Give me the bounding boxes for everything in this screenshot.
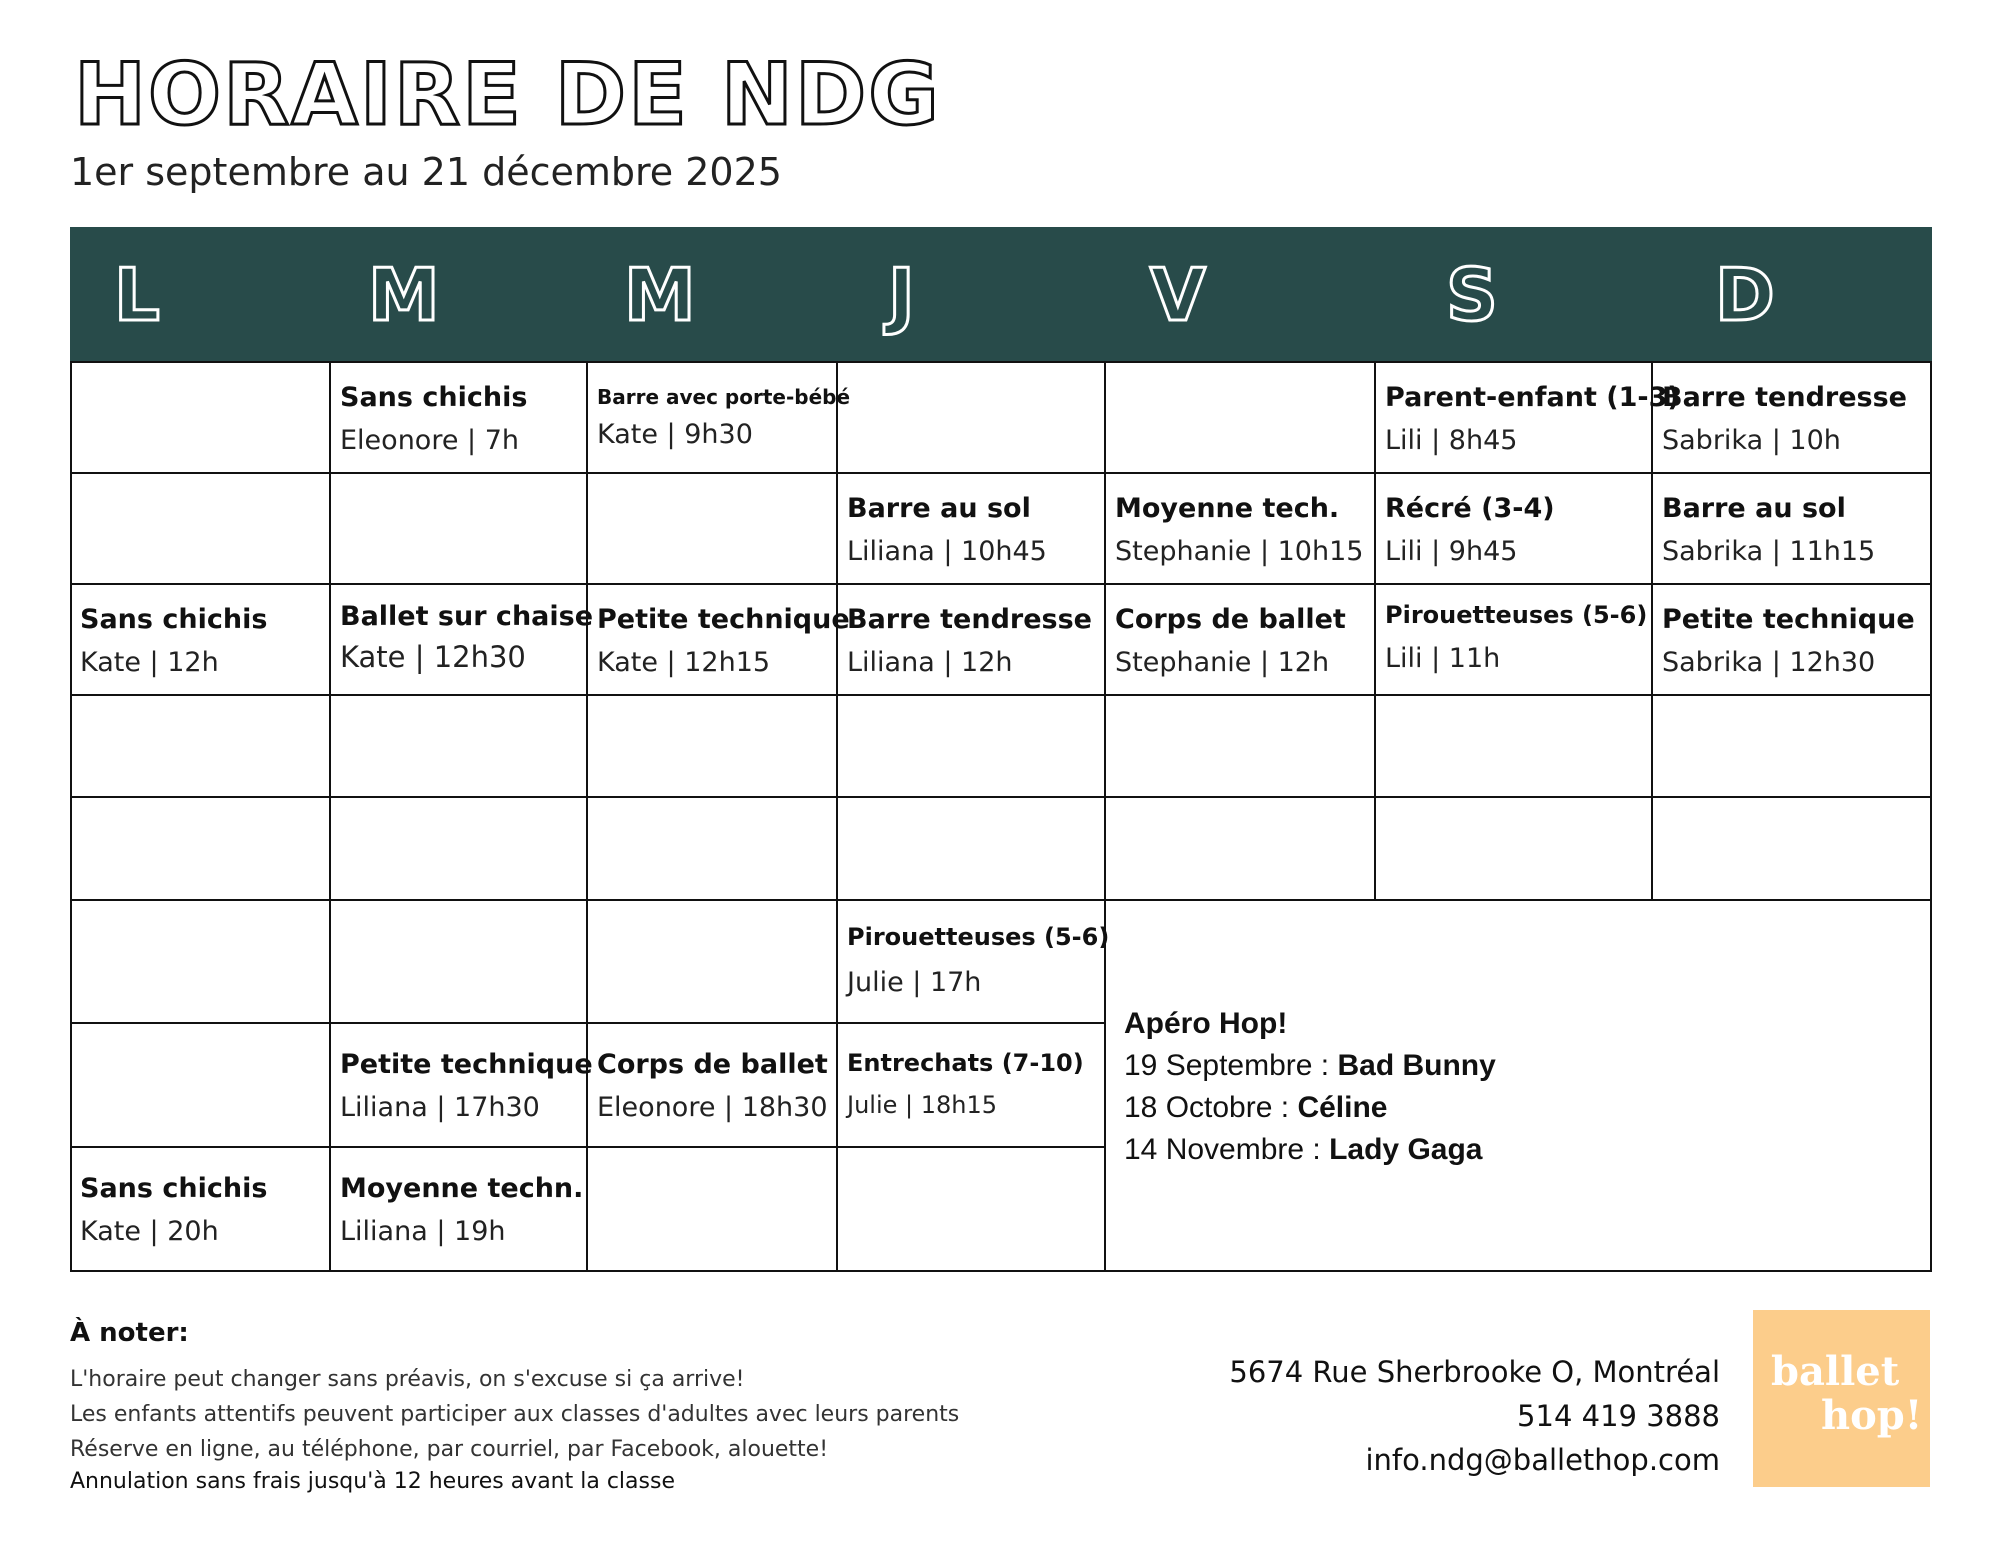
class-cell-tue-r8: [340, 1173, 583, 1247]
day-header-vendredi: V: [1150, 253, 1206, 337]
event-line: [1124, 1133, 1904, 1167]
event-date: 18 Octobre :: [1124, 1091, 1298, 1124]
contact-info: [1229, 1350, 1720, 1482]
class-cell-thu-r6: [847, 923, 1109, 998]
note-item: Les enfants attentifs peuvent participer aux classes d'adultes avec leurs parents: [70, 1402, 960, 1427]
class-name: Corps de ballet: [597, 1049, 828, 1080]
class-cell-tue-r7: [340, 1049, 593, 1123]
class-name: Petite technique: [597, 604, 850, 635]
event-title: Apéro Hop!: [1124, 1007, 1288, 1040]
day-header-mardi: M: [368, 253, 440, 337]
class-cell-sun-r1: [1662, 382, 1907, 456]
class-cell-tue-r3: [340, 601, 593, 674]
class-info: Kate | 20h: [80, 1216, 219, 1247]
class-name: Barre tendresse: [847, 604, 1092, 635]
class-name: Petite technique: [340, 1049, 593, 1080]
phone-number[interactable]: 514 419 3888: [1517, 1399, 1720, 1433]
logo-line-2: hop!: [1821, 1392, 1923, 1439]
ballet-hop-logo: [1753, 1310, 1930, 1487]
class-name: Corps de ballet: [1115, 604, 1346, 635]
class-name: Récré (3-4): [1385, 493, 1555, 524]
class-name: Entrechats (7-10): [847, 1049, 1084, 1077]
day-header-lundi: L: [114, 253, 160, 337]
class-name: Sans chichis: [340, 382, 528, 413]
class-name: Sans chichis: [80, 604, 268, 635]
day-header-samedi: S: [1446, 253, 1498, 337]
event-artist: Céline: [1297, 1091, 1388, 1124]
class-cell-mon-r3: [80, 604, 267, 678]
class-name: Sans chichis: [80, 1173, 268, 1204]
class-cell-sat-r2: [1385, 493, 1555, 567]
class-cell-sat-r1: [1385, 382, 1680, 456]
class-info: Sabrika | 12h30: [1662, 647, 1876, 678]
class-name: Pirouetteuses (5-6): [847, 923, 1110, 951]
class-info: Lili | 11h: [1385, 643, 1501, 674]
email-link[interactable]: info.ndg@ballethop.com: [1365, 1443, 1720, 1477]
event-artist: Bad Bunny: [1337, 1049, 1496, 1082]
class-info: Liliana | 10h45: [847, 536, 1047, 567]
class-info: Julie | 17h: [847, 967, 982, 998]
event-artist: Lady Gaga: [1329, 1133, 1483, 1166]
class-cell-thu-r2: [847, 493, 1047, 567]
day-header-jeudi: J: [888, 253, 915, 337]
class-info: Lili | 8h45: [1385, 425, 1518, 456]
class-info: Liliana | 12h: [847, 647, 1013, 678]
class-cell-wed-r7: [597, 1049, 828, 1123]
class-cell-wed-r1: [597, 385, 850, 450]
class-cell-wed-r3: [597, 604, 850, 678]
notes-title: À noter:: [70, 1318, 189, 1348]
class-info: Sabrika | 10h: [1662, 425, 1841, 456]
class-info: Eleonore | 18h30: [597, 1092, 828, 1123]
class-cell-fri-r3: [1115, 604, 1346, 678]
class-name: Petite technique: [1662, 604, 1915, 635]
class-info: Sabrika | 11h15: [1662, 536, 1876, 567]
note-item: L'horaire peut changer sans préavis, on s'excuse si ça arrive!: [70, 1367, 745, 1392]
class-name: Ballet sur chaise: [340, 601, 594, 632]
logo-line-1: ballet: [1771, 1348, 1900, 1395]
class-name: Barre au sol: [1662, 493, 1846, 524]
class-name: Barre avec porte-bébé: [597, 385, 851, 409]
class-cell-sun-r2: [1662, 493, 1875, 567]
page-subtitle: 1er septembre au 21 décembre 2025: [70, 150, 782, 194]
class-info: Kate | 12h30: [340, 640, 526, 674]
address: 5674 Rue Sherbrooke O, Montréal: [1229, 1355, 1720, 1389]
class-name: Barre au sol: [847, 493, 1031, 524]
page-title: HORAIRE DE NDG: [74, 45, 941, 145]
event-line: [1124, 1049, 1904, 1083]
class-cell-mon-r8: [80, 1173, 267, 1247]
class-info: Kate | 12h15: [597, 647, 771, 678]
class-cell-fri-r2: [1115, 493, 1363, 567]
event-date: 14 Novembre :: [1124, 1133, 1330, 1166]
event-block: [1124, 1007, 1904, 1167]
class-info: Lili | 9h45: [1385, 536, 1518, 567]
schedule-table: [70, 227, 1932, 1272]
class-info: Julie | 18h15: [847, 1091, 998, 1119]
note-item: Réserve en ligne, au téléphone, par courriel, par Facebook, alouette!: [70, 1437, 829, 1462]
class-info: Liliana | 19h: [340, 1216, 506, 1247]
event-date: 19 Septembre :: [1124, 1049, 1338, 1082]
class-name: Pirouetteuses (5-6): [1385, 601, 1648, 629]
note-item: Annulation sans frais jusqu'à 12 heures avant la classe: [70, 1469, 675, 1494]
day-header-dimanche: D: [1715, 253, 1775, 337]
class-info: Liliana | 17h30: [340, 1092, 540, 1123]
class-info: Stephanie | 10h15: [1115, 536, 1364, 567]
day-header-mercredi: M: [624, 253, 696, 337]
class-name: Barre tendresse: [1662, 382, 1907, 413]
class-name: Parent-enfant (1-3): [1385, 382, 1680, 413]
class-info: Kate | 9h30: [597, 419, 753, 450]
class-name: Moyenne tech.: [1115, 493, 1340, 524]
event-line: [1124, 1091, 1904, 1125]
notes-section: [70, 1318, 1070, 1497]
class-name: Moyenne techn.: [340, 1173, 584, 1204]
class-info: Kate | 12h: [80, 647, 219, 678]
class-cell-sat-r3: [1385, 601, 1647, 674]
class-info: Eleonore | 7h: [340, 425, 519, 456]
class-cell-thu-r3: [847, 604, 1092, 678]
class-cell-tue-r1: [340, 382, 527, 456]
class-info: Stephanie | 12h: [1115, 647, 1330, 678]
class-cell-sun-r3: [1662, 604, 1915, 678]
class-cell-thu-r7: [847, 1049, 1084, 1119]
